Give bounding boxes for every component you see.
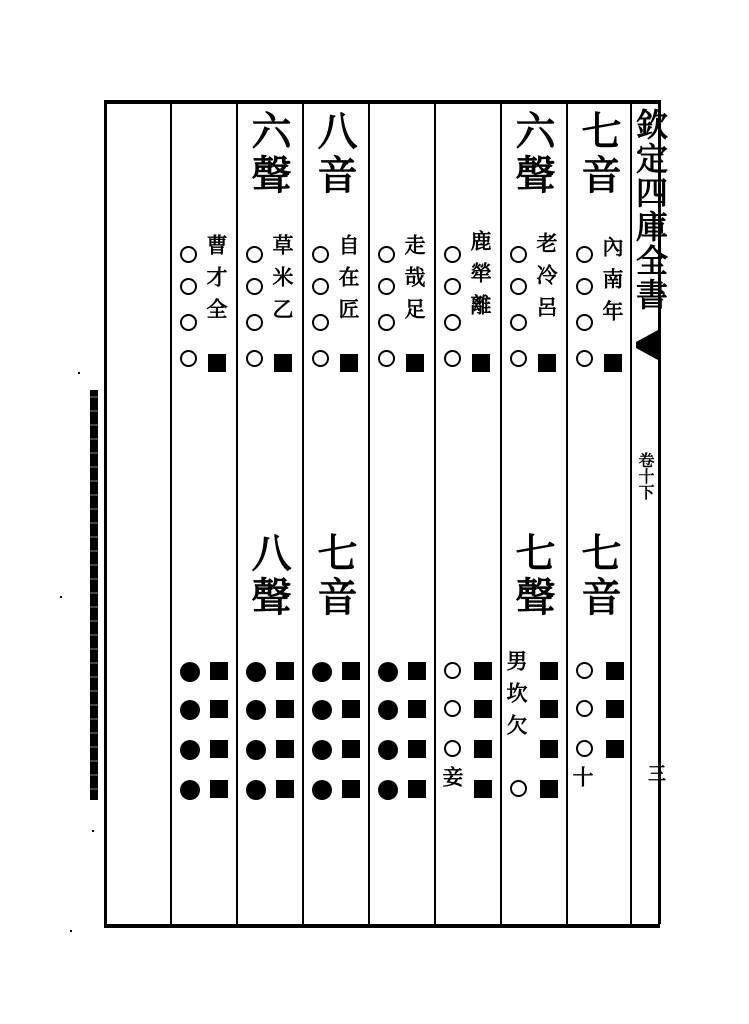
- rhyme-characters: 妾: [440, 766, 465, 798]
- tone-mark-open-circle: [378, 278, 395, 295]
- volume-label: 卷十下: [636, 452, 655, 500]
- tone-mark-open-circle: [510, 350, 527, 367]
- tone-mark-filled-circle: [246, 662, 266, 682]
- tone-mark-square: [408, 740, 426, 758]
- column-rule: [566, 100, 568, 924]
- tone-mark-open-circle: [378, 314, 395, 331]
- scan-speck: [92, 830, 94, 832]
- tone-mark-square: [342, 780, 360, 798]
- tone-mark-open-circle: [180, 350, 197, 367]
- column-heading: 七音: [311, 532, 358, 620]
- tone-mark-open-circle: [444, 246, 461, 263]
- tone-mark-open-circle: [510, 314, 527, 331]
- tone-mark-square: [210, 740, 228, 758]
- column-rule: [368, 100, 370, 924]
- page-number: 三: [648, 764, 666, 785]
- tone-mark-square: [276, 662, 294, 680]
- tone-mark-filled-circle: [180, 662, 200, 682]
- tone-mark-open-circle: [180, 314, 197, 331]
- tone-mark-open-circle: [510, 246, 527, 263]
- tone-mark-square: [406, 354, 424, 372]
- tone-mark-square: [474, 662, 492, 680]
- tone-mark-square: [210, 662, 228, 680]
- tone-mark-square: [474, 780, 492, 798]
- column-rule: [500, 100, 502, 924]
- tone-mark-open-circle: [246, 246, 263, 263]
- rhyme-characters: 走哉足: [402, 234, 427, 330]
- tone-mark-square: [210, 780, 228, 798]
- column-rule: [434, 100, 436, 924]
- tone-mark-open-circle: [576, 740, 593, 757]
- tone-mark-open-circle: [312, 246, 329, 263]
- tone-mark-filled-circle: [312, 700, 332, 720]
- tone-mark-square: [408, 700, 426, 718]
- tone-mark-open-circle: [312, 350, 329, 367]
- column-heading: 七聲: [509, 532, 556, 620]
- tone-mark-filled-circle: [246, 780, 266, 800]
- tone-mark-open-circle: [576, 700, 593, 717]
- tone-mark-square: [604, 354, 622, 372]
- tone-mark-open-circle: [576, 350, 593, 367]
- tone-mark-filled-circle: [246, 740, 266, 760]
- tone-mark-open-circle: [246, 278, 263, 295]
- rhyme-characters: 自在匠: [336, 234, 361, 330]
- tone-mark-square: [474, 740, 492, 758]
- tone-mark-square: [342, 740, 360, 758]
- tone-mark-square: [540, 700, 558, 718]
- tone-mark-square: [342, 700, 360, 718]
- tone-mark-open-circle: [312, 314, 329, 331]
- tone-mark-filled-circle: [246, 700, 266, 720]
- scan-speck: [70, 930, 72, 932]
- rhyme-characters: 草米乙: [270, 234, 295, 330]
- rhyme-characters: 內南年: [600, 236, 625, 332]
- tone-mark-filled-circle: [180, 740, 200, 760]
- rule-left: [104, 100, 107, 924]
- tone-mark-open-circle: [576, 314, 593, 331]
- tone-mark-open-circle: [246, 314, 263, 331]
- tone-mark-filled-circle: [312, 740, 332, 760]
- column-heading: 六聲: [509, 110, 556, 198]
- tone-mark-open-circle: [444, 700, 461, 717]
- book-title: 欽定四庫全書: [631, 108, 669, 312]
- column-heading: 七音: [575, 110, 622, 198]
- tone-mark-square: [408, 662, 426, 680]
- tone-mark-open-circle: [444, 314, 461, 331]
- tone-mark-filled-circle: [180, 700, 200, 720]
- column-rule: [170, 100, 172, 924]
- tone-mark-open-circle: [576, 278, 593, 295]
- tone-mark-filled-circle: [378, 780, 398, 800]
- tone-mark-open-circle: [444, 740, 461, 757]
- tone-mark-open-circle: [378, 350, 395, 367]
- tone-mark-square: [606, 740, 624, 758]
- tone-mark-square: [208, 354, 226, 372]
- column-heading: 七音: [575, 532, 622, 620]
- tone-mark-square: [276, 780, 294, 798]
- rhyme-characters: 老冷呂: [534, 232, 559, 328]
- rhyme-characters: 十: [570, 766, 595, 798]
- tone-mark-open-circle: [444, 350, 461, 367]
- tone-mark-square: [540, 740, 558, 758]
- tone-mark-open-circle: [510, 278, 527, 295]
- tone-mark-open-circle: [180, 278, 197, 295]
- tone-mark-filled-circle: [378, 662, 398, 682]
- tone-mark-open-circle: [576, 246, 593, 263]
- tone-mark-open-circle: [510, 780, 527, 797]
- rhyme-characters: 男坎欠: [504, 650, 529, 746]
- tone-mark-open-circle: [378, 246, 395, 263]
- tone-mark-square: [472, 354, 490, 372]
- tone-mark-filled-circle: [180, 780, 200, 800]
- tone-mark-square: [474, 700, 492, 718]
- tone-mark-square: [340, 354, 358, 372]
- tone-mark-filled-circle: [312, 780, 332, 800]
- tone-mark-square: [274, 354, 292, 372]
- tone-mark-square: [540, 662, 558, 680]
- tone-mark-square: [342, 662, 360, 680]
- column-heading: 八聲: [245, 532, 292, 620]
- tone-mark-open-circle: [246, 350, 263, 367]
- tone-mark-open-circle: [444, 278, 461, 295]
- tone-mark-filled-circle: [378, 740, 398, 760]
- tone-mark-square: [538, 354, 556, 372]
- tone-mark-open-circle: [444, 662, 461, 679]
- tone-mark-square: [606, 700, 624, 718]
- tone-mark-square: [540, 780, 558, 798]
- tone-mark-square: [408, 780, 426, 798]
- tone-mark-open-circle: [576, 662, 593, 679]
- column-heading: 六聲: [245, 110, 292, 198]
- tone-mark-open-circle: [312, 278, 329, 295]
- binding-edge: [90, 390, 98, 800]
- scan-speck: [78, 372, 80, 374]
- tone-mark-square: [276, 700, 294, 718]
- tone-mark-square: [606, 662, 624, 680]
- column-rule: [302, 100, 304, 924]
- tone-mark-square: [210, 700, 228, 718]
- rhyme-characters: 曹才全: [204, 234, 229, 330]
- tone-mark-filled-circle: [378, 700, 398, 720]
- rhyme-characters: 鹿犖離: [468, 230, 493, 326]
- scan-speck: [60, 596, 62, 598]
- tone-mark-filled-circle: [312, 662, 332, 682]
- column-heading: 八音: [311, 110, 358, 198]
- tone-mark-open-circle: [180, 246, 197, 263]
- column-rule: [236, 100, 238, 924]
- tone-mark-square: [276, 740, 294, 758]
- page-frame: [104, 100, 666, 928]
